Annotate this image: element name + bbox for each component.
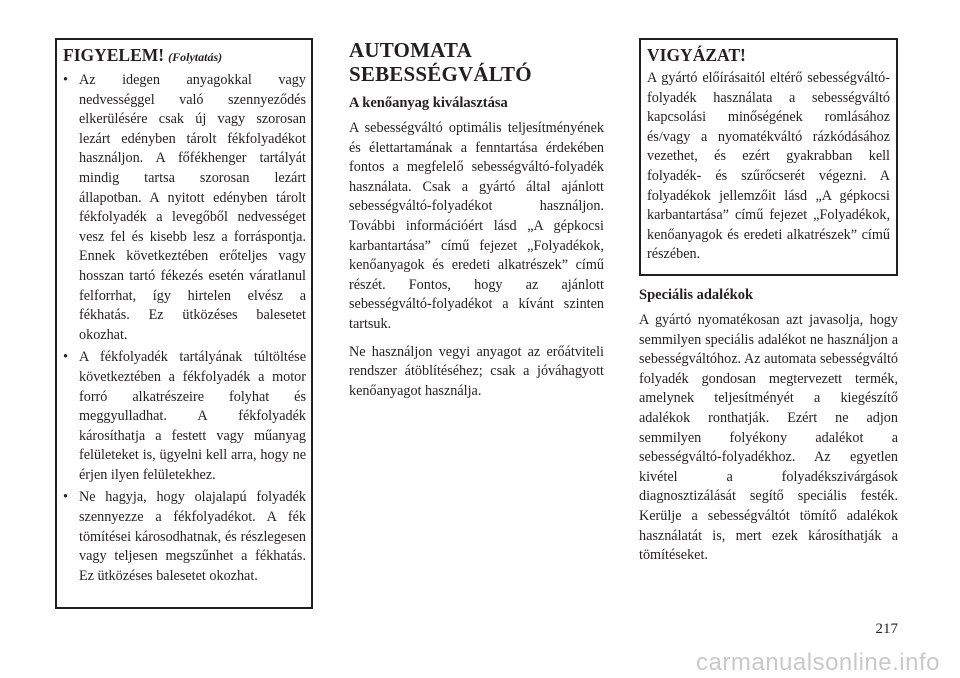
warning-item: • A fékfolyadék tartályának túltöltése következtében a fékfolyadék a motor forró alkatrészeire folyhat és meggyulladhat. A fékfolyadék károsíthatja a festett vagy műanyag felületeket is, ügyelni kell arra, hogy ne érjen ilyen felületekhez. <box>63 349 306 483</box>
section-title: AUTOMATA SEBESSÉGVÁLTÓ <box>349 38 532 86</box>
warning-subtitle: (Folytatás) <box>168 50 223 64</box>
paragraph: A sebességváltó optimális teljesítményének és élettartamának a fenntartása érdekében fontos a megfelelő sebességváltó-folyadék használata. Csak a gyártó által ajánlott sebességváltó-folyadékot használjon. További információért lásd „A gépkocsi karbantartása” című fejezet „Folyadékok, kenőanyagok és eredeti alkatrészek” című részét. Fontos, hogy az ajánlott sebességváltó-folyadékot a kívánt szinten tartsuk. <box>349 120 604 332</box>
caution-title: VIGYÁZAT! <box>647 45 746 65</box>
middle-column <box>349 38 604 409</box>
page-number: 217 <box>875 621 898 637</box>
paragraph: Ne használjon vegyi anyagot az erőátviteli rendszer átöblítéséhez; csak a jóváhagyott kenőanyagot használja. <box>349 343 604 399</box>
warning-box <box>55 38 313 609</box>
warning-list <box>63 71 306 586</box>
caution-text: A gyártó előírásaitól eltérő sebességváltó-folyadék használata a sebességváltó kapcsolási minőségének romlásához és/vagy a nyomatékváltó rázkódásához vezethet, és ezért gyakrabban kell folyadék- és szűrőcserét végezni. A folyadékok jellemzőit lásd „A gépkocsi karbantartása” című fejezet „Folyadékok, kenőanyagok és eredeti alkatrészek” című részében. <box>647 70 890 263</box>
left-column <box>55 38 313 609</box>
right-column <box>639 38 898 574</box>
watermark: carmanualsonline.info <box>696 649 940 676</box>
subheading-additives: Speciális adalékok <box>639 287 754 303</box>
additives-text: A gyártó nyomatékosan azt javasolja, hogy semmilyen speciális adalékot ne használjon a sebességváltóhoz. Az automata sebességváltó folyadék gondosan megtervezett termék, amelynek teljesítményét a kiegészítő adalékok ronthatják. Ezért ne adjon semmilyen folyékony adalékot a sebességváltó-folyadékhoz. Az egyetlen kivétel a folyadékszivárgások diagnosztizálását segítő speciális festék. Kerülje a sebességváltót tömítő adalékok használatát is, mert ezek károsíthatják a tömítéseket. <box>639 312 898 564</box>
warning-item: • Az idegen anyagokkal vagy nedvességgel való szennyeződés elkerülésére csak új vagy szorosan lezárt edényben tárolt fékfolyadékot használjon. A főfékhenger tartályát mindig tartsa szorosan lezárt állapotban. A nyitott edényben tárolt fékfolyadék a levegőből nedvességet vesz fel és kisebb lesz a forráspontja. Ennek következtében erőteljes vagy hosszan tartó fékezés esetén váratlanul felforrhat, így hirtelen elvész a fékhatás. Ez ütközéses balesetet okozhat. <box>63 72 306 343</box>
warning-title: FIGYELEM! (Folytatás) <box>63 45 223 65</box>
subheading-lubricant: A kenőanyag kiválasztása <box>349 95 508 111</box>
caution-box <box>639 38 898 276</box>
warning-item: • Ne hagyja, hogy olajalapú folyadék szennyezze a fékfolyadékot. A fék tömítései károsodhatnak, és részlegesen vagy teljesen megszűnhet a fékhatás. Ez ütközéses balesetet okozhat. <box>63 489 306 584</box>
